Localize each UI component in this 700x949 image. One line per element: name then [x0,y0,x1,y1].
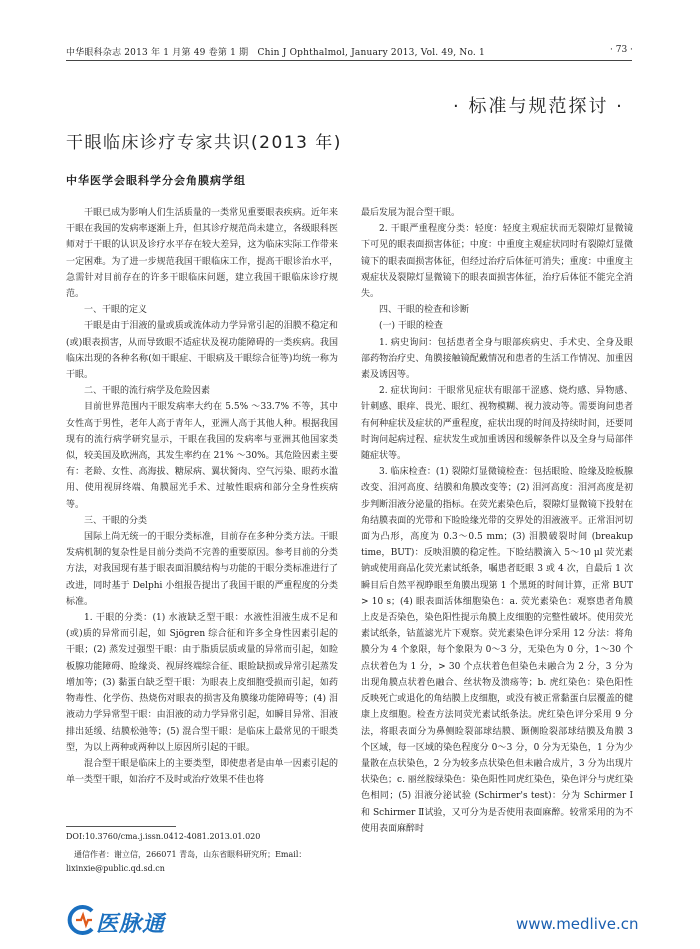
logo-icon [66,905,96,935]
paragraph: 干眼是由于泪液的量或质或流体动力学异常引起的泪膜不稳定和(或)眼表损害，从而导致眼不适症状及视功能障碍的一类疾病。我国临床出现的各种名称(如干眼症、干眼病及干眼综合征等)均统一称为干眼。 [66,321,338,381]
section-title: 一、干眼的定义 [84,305,148,316]
footnote-contact: 通信作者：谢立信，266071 青岛，山东省眼科研究所；Email：lixinxie@public.qd.sd.cn [66,850,307,873]
paragraph: 混合型干眼是临床上的主要类型，即使患者是由单一因素引起的单一类型干眼，如治疗不及时或治疗效果不佳也将 [66,758,338,786]
header-rule [66,60,632,61]
paragraph: 1. 干眼的分类：(1) 水液缺乏型干眼：水液性泪液生成不足和(或)质的异常而引起，如 Sjögren 综合征和许多全身性因素引起的干眼；(2) 蒸发过强型干眼：由于脂质层质或量的异常而引起，如睑板腺功能障碍、睑缘炎、视屏终端综合征、眼睑缺损或异常引起蒸发增加等；(3) 黏蛋白缺乏型干眼：为眼表上皮细胞受损而引起，如药物毒性、化学伤、热烧伤对眼表的损害及角膜缘功能障碍等；(4) 泪液动力学异常型干眼：由泪液的动力学异常引起，如瞬目异常、泪液排出延缓、结膜松弛等；(5) 混合型干眼：是临床上最常见的干眼类型，为以上两种或两种以上原因所引起的干眼。 [66,613,338,753]
logo-text: 医脉通 [96,912,166,937]
section-title: 四、干眼的检查和诊断 [379,305,470,316]
site-url: www.medlive.cn [516,915,639,933]
page-number: · 73 · [610,45,633,55]
footnote-doi: DOI:10.3760/cma.j.issn.0412-4081.2013.01.020 [66,832,261,841]
section-title: 二、干眼的流行病学及危险因素 [84,386,211,397]
paper-title: 干眼临床诊疗专家共识(2013 年) [66,133,342,153]
paragraph: 目前世界范围内干眼发病率大约在 5.5% ～33.7% 不等，其中女性高于男性，老年人高于青年人，亚洲人高于其他人种。根据我国现有的流行病学研究显示，干眼在我国的发病率与亚洲其他国家类似，较美国及欧洲高，其发生率约在 21% ～30%。其危险因素主要有：老龄、女性、高海拔、糖尿病、翼状胬肉、空气污染、眼药水滥用、使用视屏终端、角膜屈光手术、过敏性眼病和部分全身性疾病等。 [66,402,338,510]
author-line: 中华医学会眼科学分会角膜病学组 [66,174,246,187]
paragraph: 3. 临床检查：(1) 裂隙灯显微镜检查：包括眼睑、睑缘及睑板腺改变、泪河高度、结膜和角膜改变等；(2) 泪河高度：泪河高度是初步判断泪液分泌量的指标。在荧光素染色后，裂隙灯显微镜下投射在角结膜表面的光带和下睑睑缘光带的交界处的泪液液平。正常泪河切面为凸形，高度为 0.3～0.5 mm；(3) 泪膜破裂时间 (breakup time，BUT)：反映泪膜的稳定性。下睑结膜滴入 5～10 μl 荧光素钠或使用商品化荧光素试纸条，嘱患者眨眼 3 或 4 次，自最后 1 次瞬目后自然平视睁眼至角膜出现第 1 个黑斑的时间计算，正常 BUT > 10 s；(4) 眼表面活体细胞染色：a. 荧光素染色：观察患者角膜上皮是否染色，染色阳性提示角膜上皮细胞的完整性破坏。使用荧光素试纸条，钴蓝滤光片下观察。荧光素染色评分采用 12 分法：将角膜分为 4 个象限，每个象限为 0～3 分，无染色为 0 分，1～30 个点状着色为 1 分，> 30 个点状着色但染色未融合为 2 分，3 分为出现角膜点状着色融合、丝状物及溃疡等；b. 虎红染色：染色阳性反映死亡或退化的角结膜上皮细胞，或没有被正常黏蛋白层覆盖的健康上皮细胞。检查方法同荧光素试纸条法。虎红染色评分采用 9 分法，将眼表面分为鼻侧睑裂部球结膜、颞侧睑裂部球结膜及角膜 3 个区域，每一区域的染色程度分 0～3 分，0 分为无染色，1 分为少量散在点状染色，2 分为较多点状染色但未融合成片，3 分为出现片状染色；c. 丽丝胺绿染色：染色阳性同虎红染色，染色评分与虎红染色相同；(5) 泪液分泌试验 (Schirmer's test)：分为 Schirmer Ⅰ和 Schirmer Ⅱ试验，又可分为是否使用表面麻醉。较常采用的为不使用表面麻醉时 [361,467,633,834]
paragraph: 2. 症状询问：干眼常见症状有眼部干涩感、烧灼感、异物感、针刺感、眼痒、畏光、眼红、视物模糊、视力波动等。需要询问患者有何种症状及症状的严重程度，症状出现的时间及持续时间，还要同时询问起病过程、症状发生或加重诱因和缓解条件以及全身与局部伴随症状等。 [361,386,633,462]
right-column [361,205,633,837]
section-title: 三、干眼的分类 [84,515,148,526]
paragraph: 最后发展为混合型干眼。 [361,208,461,218]
section-heading: · 标准与规范探讨 · [453,96,624,117]
paragraph: 1. 病史询问：包括患者全身与眼部疾病史、手术史、全身及眼部药物治疗史、角膜接触镜配戴情况和患者的生活工作情况、加重因素及诱因等。 [361,337,633,381]
paragraph: 2. 干眼严重程度分类：轻度：轻度主观症状而无裂隙灯显微镜下可见的眼表面损害体征；中度：中重度主观症状同时有裂隙灯显微镜下的眼表面损害体征，但经过治疗后体征可消失；重度：中重度主观症状及裂隙灯显微镜下的眼表面损害体征，治疗后体征不能完全消失。 [361,224,633,300]
subsection-title: (一) 干眼的检查 [379,321,443,332]
paragraph: 干眼已成为影响人们生活质量的一类常见重要眼表疾病。近年来干眼在我国的发病率逐渐上升，但其诊疗规范尚未建立，各级眼科医师对于干眼的认识及诊疗水平存在较大差异，这为临床实际工作带来一定困难。为了进一步规范我国干眼临床工作，提高干眼诊治水平，急需针对目前存在的许多干眼临床问题，建立我国干眼临床诊疗规范。 [66,208,338,300]
left-column [66,205,338,788]
footnote-rule [66,826,176,827]
medlive-logo [66,905,176,939]
journal-header: 中华眼科杂志 2013 年 1 月第 49 卷第 1 期 Chin J Ophthalmol, January 2013, Vol. 49, No. 1 [66,48,485,58]
paragraph: 国际上尚无统一的干眼分类标准，目前存在多种分类方法。干眼发病机制的复杂性是目前分类尚不完善的重要原因。参考目前的分类方法，对我国现有基于眼表面泪膜结构与功能的干眼分类标准进行了改进，同时基于 Delphi 小组报告提出了我国干眼的严重程度的分类标准。 [66,532,338,607]
